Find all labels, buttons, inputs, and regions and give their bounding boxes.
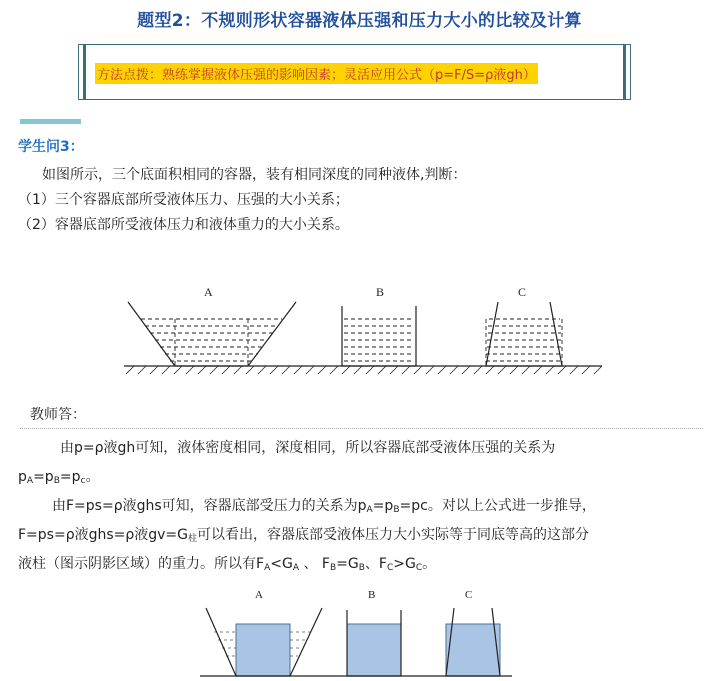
answer-line-5: 液柱（图示阴影区域）的重力。所以有FA<GA 、 FB=GB、FC>GC。 (18, 556, 437, 573)
answer-line-4: F=ps=ρ液ghs=ρ液gv=G柱可以看出，容器底部受液体压力大小实际等于同底等高的这部分 (18, 527, 590, 544)
column-b (347, 624, 401, 676)
dotted-divider (20, 428, 703, 429)
ground-hatch (126, 366, 602, 374)
question-intro: 如图所示，三个底面积相同的容器，装有相同深度的同种液体,判断： (42, 167, 467, 183)
box-right-bar (623, 44, 626, 100)
label2-a: A (255, 589, 263, 601)
label2-b: B (368, 589, 376, 601)
containers-figure (120, 278, 610, 383)
answer-heading: 教师答： (30, 407, 86, 423)
shaded-columns-figure (196, 584, 516, 681)
column-c (446, 624, 500, 676)
question-item-2: （2）容器底部所受液体压力和液体重力的大小关系。 (18, 217, 349, 233)
section-divider (20, 119, 81, 124)
container-b (342, 306, 416, 366)
liquid-columns (236, 624, 500, 676)
column-a (236, 624, 290, 676)
method-tip-text: 方法点拨：熟练掌握液体压强的影响因素；灵活应用公式（p=F/S=ρ液gh） (95, 63, 538, 84)
answer-line-1: 由p=ρ液gh可知，液体密度相同，深度相同，所以容器底部受液体压强的关系为 (60, 440, 556, 456)
label-b: B (376, 285, 385, 299)
label2-c: C (465, 589, 473, 601)
answer-line-3: 由F=ps=ρ液ghs可知，容器底部受压力的关系为pA=pB=pc。对以上公式进一步推导， (52, 498, 596, 515)
question-item-1: （1）三个容器底部所受液体压力、压强的大小关系； (18, 192, 349, 208)
answer-line-2: pA=pB=pc。 (18, 469, 100, 486)
box-left-bar (83, 44, 86, 100)
container-a (128, 302, 296, 366)
method-tip-box (78, 44, 631, 100)
page-title: 题型2：不规则形状容器液体压强和压力大小的比较及计算 (137, 11, 582, 31)
question-heading: 学生问3： (18, 139, 84, 155)
container-c (486, 302, 562, 366)
label-a: A (204, 285, 213, 299)
label-c: C (518, 285, 527, 299)
